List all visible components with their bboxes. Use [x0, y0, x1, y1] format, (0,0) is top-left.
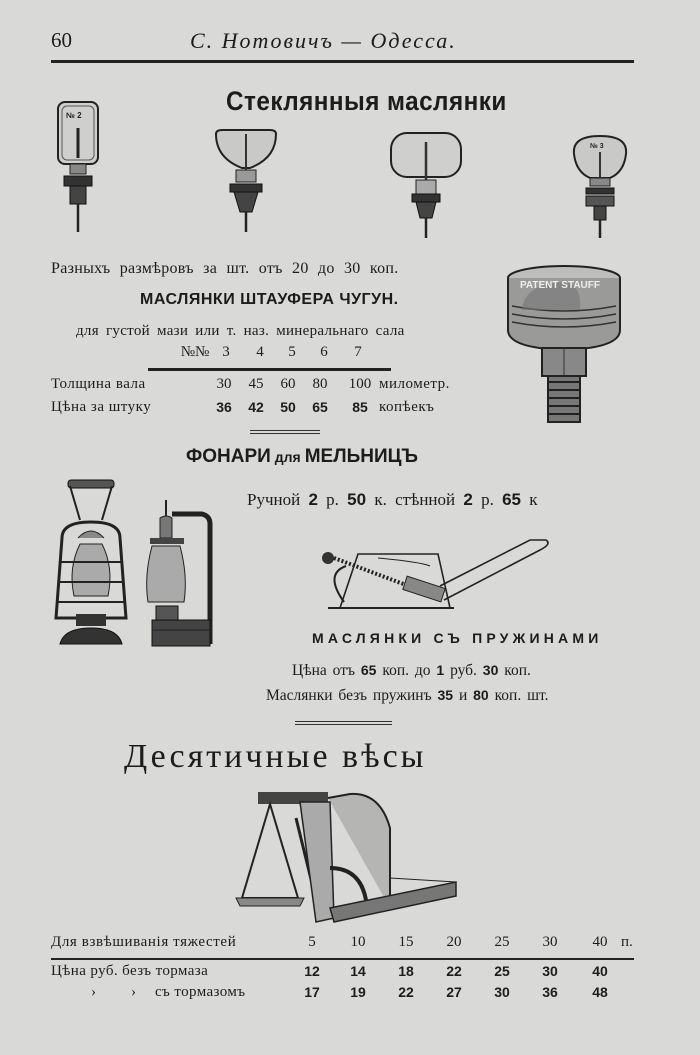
decimal-scale-icon — [230, 788, 460, 926]
number-cell: 7 — [354, 344, 362, 360]
row-label: Толщина вала — [51, 376, 146, 392]
svg-text:№ 3: № 3 — [590, 143, 604, 150]
number-cell: 3 — [222, 344, 230, 360]
number-cell: 5 — [288, 344, 296, 360]
scales-row-with-brake: › › съ тормазомъ 17 19 22 27 30 36 48 — [91, 984, 608, 1000]
glass-oilers-title: Стеклянныя маслянки — [226, 86, 507, 116]
scales-title: Десятичные вѣсы — [124, 738, 427, 775]
glass-oiler-cup-icon — [212, 128, 280, 238]
glass-oiler-no3-icon — [568, 132, 632, 242]
number-cell: 4 — [256, 344, 264, 360]
lanterns-title: ФОНАРИ для МЕЛЬНИЦЪ — [186, 446, 419, 467]
spring-oilers-title: МАСЛЯНКИ СЪ ПРУЖИНАМИ — [312, 630, 603, 646]
spring-oilers-without: Маслянки безъ пружинъ 35 и 80 коп. шт. — [266, 687, 549, 704]
stauffer-title: МАСЛЯНКИ ШТАУФЕРА ЧУГУН. — [140, 291, 399, 308]
svg-text:№ 2: № 2 — [66, 111, 82, 120]
section-divider — [250, 430, 320, 434]
stauffer-table-rule — [148, 368, 391, 371]
scales-table-rule — [51, 958, 634, 960]
scales-header-row: Для взвѣшиванія тяжестей 5 10 15 20 25 30 40 п. — [51, 934, 633, 950]
numbers-label: №№ — [180, 344, 210, 360]
stauffer-subtitle: для густой мази или т. наз. минеральнаго сала — [76, 323, 405, 339]
scales-row-no-brake: Цѣна руб. безъ тормаза 12 14 18 22 25 30 40 — [51, 963, 608, 979]
spring-oiler-icon — [320, 536, 552, 612]
header-rule — [51, 60, 634, 63]
stauffer-oiler-icon — [504, 260, 626, 426]
page-number: 60 — [51, 28, 72, 52]
svg-text:PATENT STAUFF: PATENT STAUFF — [520, 280, 600, 291]
section-divider — [295, 721, 392, 725]
stauffer-row-shaft: Толщина вала 30 45 60 80 100 милометр. — [51, 376, 450, 392]
stauffer-numbers-row — [180, 344, 380, 364]
hand-lantern-icon — [54, 478, 134, 650]
wall-lantern-icon — [142, 498, 216, 650]
glass-oilers-price: Разныхъ размѣровъ за шт. отъ 20 до 30 коп. — [51, 260, 399, 277]
lanterns-price: Ручной 2 р. 50 к. стѣнной 2 р. 65 к — [247, 490, 538, 509]
running-title: С. Нотовичъ — Одесса. — [190, 28, 457, 53]
glass-oiler-round-icon — [388, 130, 464, 242]
stauffer-row-price: Цѣна за штуку 36 42 50 65 85 копѣекъ — [51, 399, 435, 415]
row-label: Цѣна за штуку — [51, 399, 152, 415]
glass-oiler-no2-icon — [52, 98, 106, 238]
number-cell: 6 — [320, 344, 328, 360]
spring-oilers-price: Цѣна отъ 65 коп. до 1 руб. 30 коп. — [292, 662, 531, 679]
